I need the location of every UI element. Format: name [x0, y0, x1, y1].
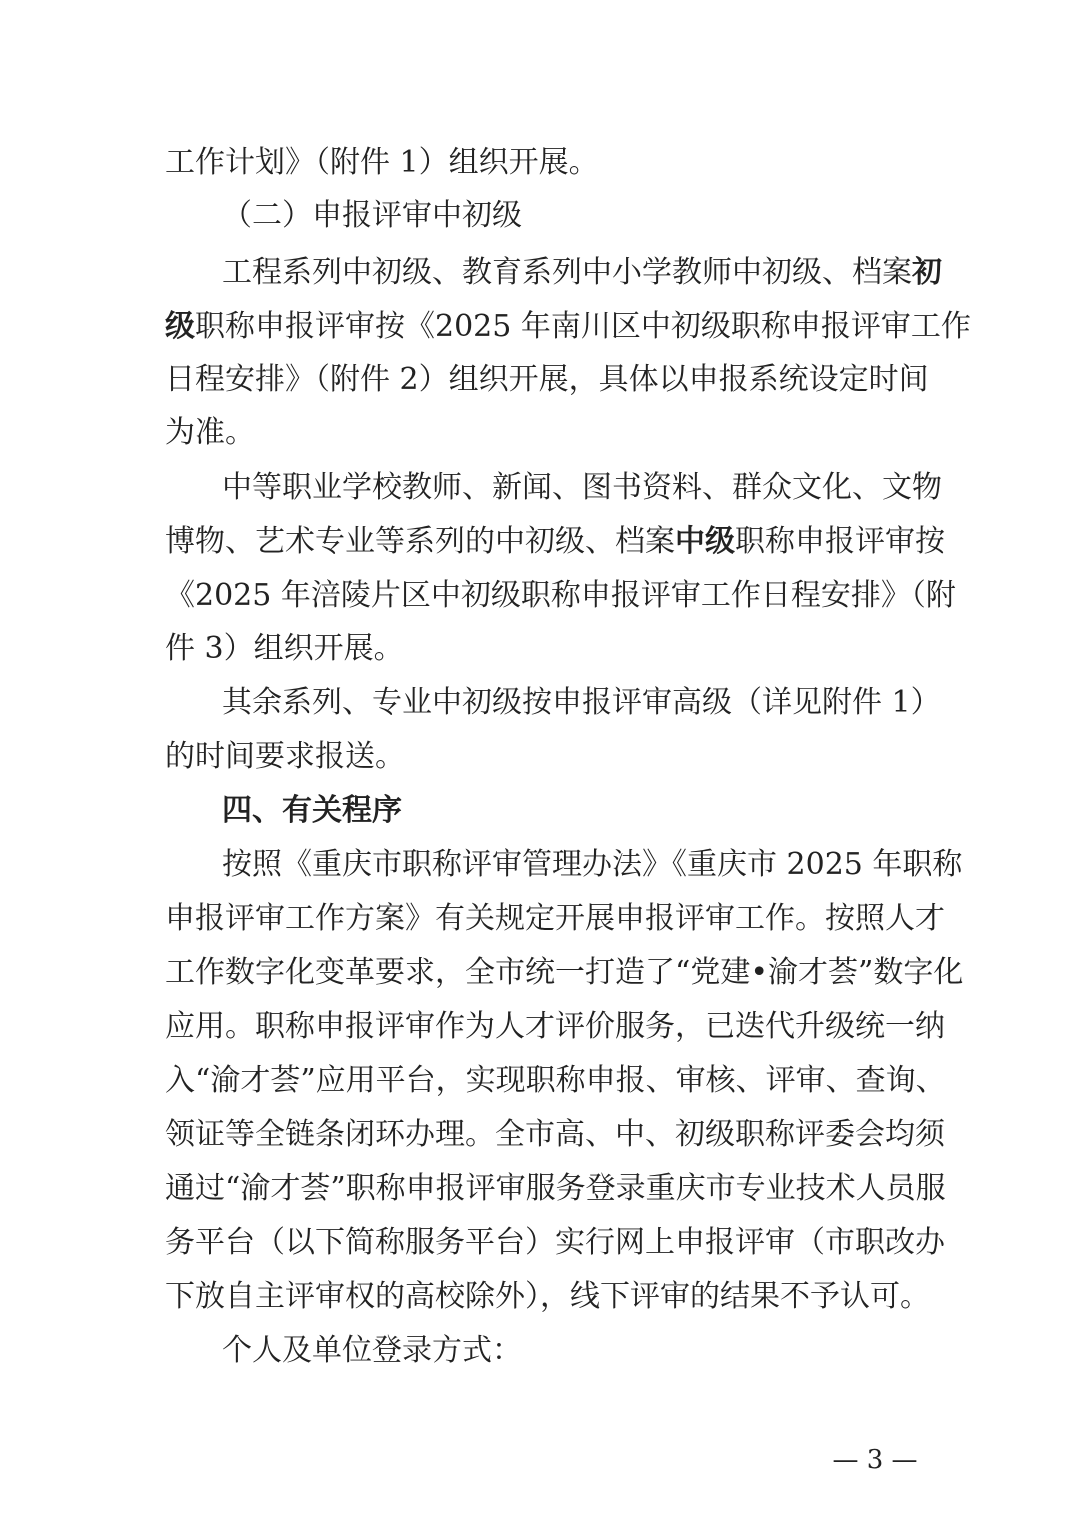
paragraph-line: 级职称申报评审按《2025 年南川区中初级职称申报评审工作 — [165, 309, 971, 344]
bold-term: 中级 — [675, 524, 735, 559]
bold-term: 初 — [912, 255, 942, 290]
paragraph-line: 其余系列、专业中初级按申报评审高级（详见附件 1） — [222, 685, 941, 720]
paragraph-line: 的时间要求报送。 — [165, 739, 405, 774]
paragraph-line: 个人及单位登录方式： — [222, 1333, 522, 1368]
paragraph-line: 工程系列中初级、教育系列中小学教师中初级、档案初 — [222, 255, 942, 290]
paragraph-line: 工作计划》（附件 1）组织开展。 — [165, 145, 599, 180]
section-subheading: （二）申报评审中初级 — [222, 198, 522, 233]
paragraph-line: 通过“渝才荟”职称申报评审服务登录重庆市专业技术人员服 — [165, 1171, 946, 1206]
paragraph-line: 《2025 年涪陵片区中初级职称申报评审工作日程安排》（附 — [165, 578, 956, 613]
paragraph-line: 工作数字化变革要求，全市统一打造了“党建•渝才荟”数字化 — [165, 955, 964, 990]
paragraph-line: 入“渝才荟”应用平台，实现职称申报、审核、评审、查询、 — [165, 1063, 946, 1098]
paragraph-line: 务平台（以下简称服务平台）实行网上申报评审（市职改办 — [165, 1225, 945, 1260]
paragraph-line: 按照《重庆市职称评审管理办法》《重庆市 2025 年职称 — [222, 847, 963, 882]
bold-term: 级 — [165, 309, 195, 344]
paragraph-line: 博物、艺术专业等系列的中初级、档案中级职称申报评审按 — [165, 524, 945, 559]
page-number: — 3 — — [832, 1445, 918, 1475]
paragraph-line: 日程安排》（附件 2）组织开展，具体以申报系统设定时间 — [165, 362, 929, 397]
paragraph-line: 中等职业学校教师、新闻、图书资料、群众文化、文物 — [222, 470, 942, 505]
paragraph-line: 申报评审工作方案》有关规定开展申报评审工作。按照人才 — [165, 901, 945, 936]
paragraph-line: 应用。职称申报评审作为人才评价服务，已迭代升级统一纳 — [165, 1009, 945, 1044]
paragraph-line: 领证等全链条闭环办理。全市高、中、初级职称评委会均须 — [165, 1117, 945, 1152]
paragraph-line: 件 3）组织开展。 — [165, 631, 404, 666]
section-heading: 四、有关程序 — [222, 793, 402, 828]
paragraph-line: 下放自主评审权的高校除外），线下评审的结果不予认可。 — [165, 1279, 930, 1314]
paragraph-line: 为准。 — [165, 415, 255, 450]
